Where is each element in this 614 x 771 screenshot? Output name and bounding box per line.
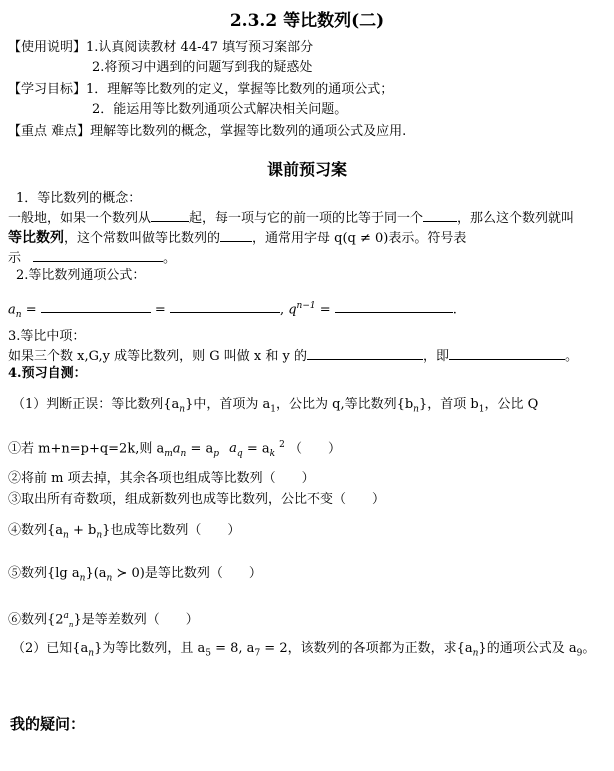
q4-item-4: ④数列$\{a_n + b_n\}$也成等比数列（ ） bbox=[8, 523, 241, 541]
q1-line-3: 示 。 bbox=[8, 251, 177, 266]
q4-part2: （2）已知$\{a_n\}$为等比数列，且 $a_5 = 8$, $a_7 = 2$，该数列的各项都为正数，求$\{a_n\}$的通项公式及 $a_9$。 bbox=[12, 641, 596, 659]
blank-formula-2 bbox=[170, 300, 280, 313]
blank-formula-1 bbox=[41, 300, 151, 313]
key-line: 【重点 难点】理解等比数列的概念，掌握等比数列的通项公式及应用. bbox=[8, 124, 407, 139]
blank-middle-formula bbox=[449, 347, 565, 360]
blank-constant bbox=[423, 209, 457, 222]
q3-text: 如果三个数 x,G,y 成等比数列，则 G 叫做 x 和 y 的 ，即 。 bbox=[8, 349, 579, 364]
blank-formula-3 bbox=[335, 300, 453, 313]
q1-line-1: 一般地，如果一个数列从 起，每一项与它的前一项的比等于同一个 ，那么这个数列就叫 bbox=[8, 211, 575, 226]
blank-middle-term bbox=[307, 347, 423, 360]
q1-line-2: 等比数列，这个常数叫做等比数列的 ，通常用字母 q(q ≠ 0)表示。符号表 bbox=[8, 230, 467, 246]
q4-item-1: ①若 m+n=p+q=2k,则 $a_ma_n = a_p$ $a_q = a_k^2$ （ ） bbox=[8, 440, 341, 459]
q2-formula: $a_n$ = = , $q^{n-1}$ = . bbox=[8, 301, 457, 320]
usage-line-1: 【使用说明】1.认真阅读教材 44-47 填写预习案部分 bbox=[8, 40, 314, 55]
goal-line-2: 2．能运用等比数列通项公式解决相关问题。 bbox=[92, 102, 348, 117]
q4-item-6: ⑥数列$\{2^a_n\}$是等差数列（ ） bbox=[8, 611, 199, 629]
q3-heading: 3.等比中项： bbox=[8, 329, 86, 344]
section-title: 课前预习案 bbox=[266, 160, 347, 179]
doubt-title: 我的疑问： bbox=[10, 715, 86, 733]
q4-item-3: ③取出所有奇数项，组成新数列也成等比数列，公比不变（ ） bbox=[8, 492, 386, 507]
blank-start bbox=[151, 209, 189, 222]
q2-heading: 2.等比数列通项公式： bbox=[16, 268, 146, 283]
blank-symbol bbox=[33, 249, 163, 262]
q4-heading: 4.预习自测： bbox=[8, 366, 87, 381]
q4-item-5: ⑤数列{lg $a_n\}(a_n$ ≻ 0)是等比数列（ ） bbox=[8, 566, 262, 584]
q1-heading: 1．等比数列的概念： bbox=[16, 191, 142, 206]
page-title: 2.3.2 等比数列(二) bbox=[229, 11, 385, 31]
q4-item-2: ②将前 m 项去掉，其余各项也组成等比数列（ ） bbox=[8, 471, 315, 486]
usage-line-2: 2.将预习中遇到的问题写到我的疑惑处 bbox=[92, 60, 313, 75]
blank-ratio-name bbox=[220, 229, 252, 242]
q4-part1: （1）判断正误：等比数列$\{a_n\}$中，首项为 $a_1$，公比为 q,等比数列$\{b_n\}$，首项 $b_1$，公比 Q bbox=[12, 397, 539, 415]
goal-line-1: 【学习目标】1．理解等比数列的定义，掌握等比数列的通项公式； bbox=[8, 82, 394, 97]
